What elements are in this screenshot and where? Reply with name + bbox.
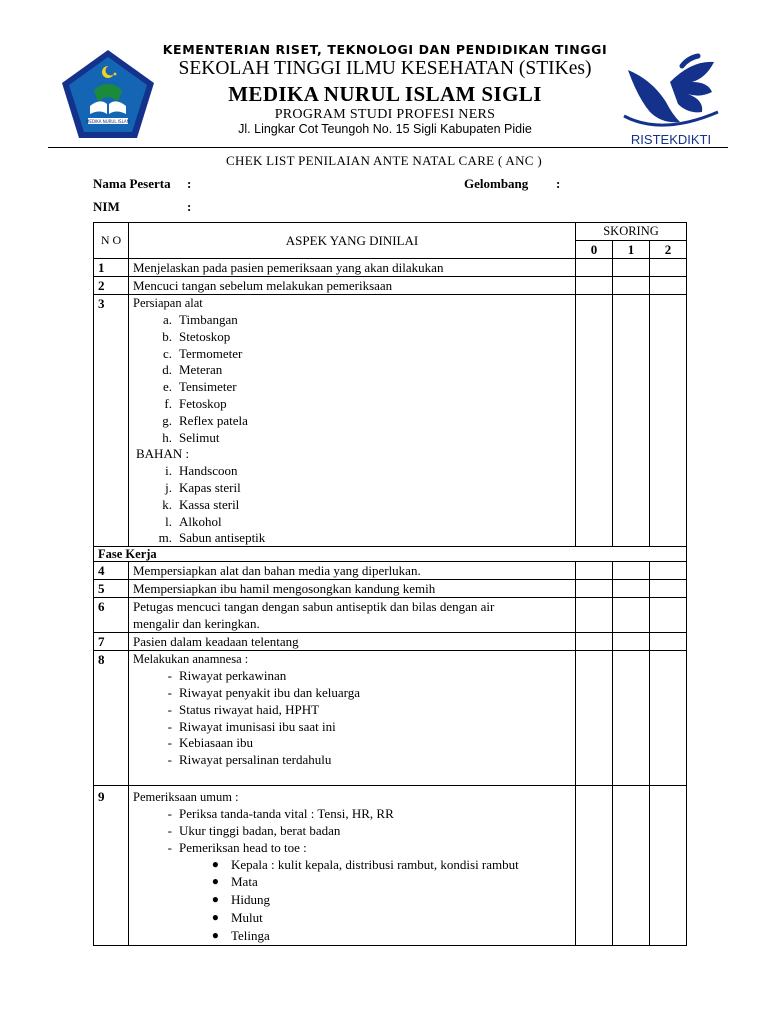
list-marker: - [167,839,172,855]
score-cell-2[interactable] [650,651,687,786]
score-cell-1[interactable] [613,580,650,598]
list-item [133,311,575,328]
list-text: Riwayat penyakit ibu dan keluarga [179,684,360,700]
score-cell-0[interactable] [576,259,613,277]
aspect-cell [129,786,576,946]
list-text: Selimut [179,429,220,445]
nama-peserta-field [93,176,192,192]
colon: : [556,176,561,191]
header-skoring: SKORING [576,223,687,241]
list-item [133,751,575,768]
bahan-label: BAHAN : [136,446,190,462]
bullet-icon: ● [211,909,219,924]
list-marker: l. [165,513,172,529]
list-marker: g. [162,412,172,428]
program-name: PROGRAM STUDI PROFESI NERS [274,107,496,122]
list-marker: - [167,701,172,717]
table-row [94,277,687,295]
table-row [94,259,687,277]
score-cell-2[interactable] [650,598,687,633]
score-cell-1[interactable] [613,259,650,277]
list-item [133,412,575,429]
bullet-item [133,873,575,891]
section-row [94,547,687,562]
score-cell-2[interactable] [650,277,687,295]
header-no: N O [94,223,129,259]
list-marker: - [167,822,172,838]
list-text: Alkohol [179,513,222,529]
list-item [133,805,575,822]
list-text: Kapas steril [179,479,241,495]
score-cell-1[interactable] [613,651,650,786]
list-item [133,667,575,684]
score-cell-0[interactable] [576,786,613,946]
aspect-cell [129,651,576,786]
svg-text:MEDIKA NURUL ISLAM: MEDIKA NURUL ISLAM [85,119,131,124]
aspect-cell [129,295,576,547]
list-marker: - [167,735,172,751]
row-number: 8 [94,651,129,786]
score-cell-1[interactable] [613,277,650,295]
list-text: Ukur tinggi badan, berat badan [179,822,341,838]
score-cell-0[interactable] [576,598,613,633]
score-cell-0[interactable] [576,633,613,651]
list-item [133,345,575,362]
letterhead [0,0,768,150]
aspect-text: Melakukan anamnesa : [133,652,249,667]
list-marker: - [167,718,172,734]
document-title: CHEK LIST PENILAIAN ANTE NATAL CARE ( ANC ) [226,153,542,168]
nim-field [93,199,192,215]
row-number: 4 [94,562,129,580]
score-0-header: 0 [576,241,613,259]
nama-peserta-label: Nama Peserta [93,176,171,191]
list-text: Kebiasaan ibu [179,735,254,751]
list-text: Reflex patela [179,412,248,428]
header-divider [48,147,728,148]
aspect-text: Mempersiapkan ibu hamil mengosongkan kandung kemih [129,580,576,598]
institution-name: MEDIKA NURUL ISLAM SIGLI [228,82,542,106]
score-cell-0[interactable] [576,651,613,786]
score-2-header: 2 [650,241,687,259]
score-cell-0[interactable] [576,562,613,580]
table-header-row [94,223,687,241]
table-row [94,651,687,786]
list-text: Meteran [179,362,223,378]
table-row [94,562,687,580]
row-number: 3 [94,295,129,547]
list-text: Handscoon [179,463,238,479]
bullet-text: Hidung [231,892,270,908]
nim-label: NIM [93,199,120,214]
list-item [133,378,575,395]
score-cell-0[interactable] [576,580,613,598]
aspect-cell [129,598,576,633]
list-item [133,328,575,345]
list-item [133,496,575,513]
bullet-icon: ● [211,874,219,889]
list-item [133,529,575,546]
row-number: 7 [94,633,129,651]
list-text: Periksa tanda-tanda vital : Tensi, HR, RR [179,806,394,822]
list-marker: d. [162,362,172,378]
colon: : [187,176,192,191]
score-cell-2[interactable] [650,295,687,547]
bullet-icon: ● [211,927,219,942]
row-number: 6 [94,598,129,633]
list-text: Timbangan [179,312,238,327]
score-cell-2[interactable] [650,786,687,946]
table-row [94,633,687,651]
list-text: Pemeriksan head to toe : [179,839,307,855]
list-item [133,822,575,839]
list-item [133,479,575,496]
list-marker: f. [164,395,172,411]
score-cell-0[interactable] [576,295,613,547]
list-item [133,839,575,856]
list-text: Riwayat perkawinan [179,668,287,684]
score-1-header: 1 [613,241,650,259]
list-text: Stetoskop [179,328,231,344]
section-fase-kerja: Fase Kerja [94,547,687,562]
list-text: Termometer [179,345,243,361]
checklist-table [93,222,687,946]
gelombang-label: Gelombang [464,176,529,191]
list-item [133,718,575,735]
score-cell-0[interactable] [576,277,613,295]
row-number: 5 [94,580,129,598]
list-item [133,462,575,479]
bullet-text: Telinga [231,927,270,943]
score-cell-1[interactable] [613,786,650,946]
table-row [94,598,687,633]
score-cell-1[interactable] [613,633,650,651]
ministry-name: KEMENTERIAN RISET, TEKNOLOGI DAN PENDIDIKAN TINGGI [162,42,608,57]
score-cell-1[interactable] [613,562,650,580]
header-aspek: ASPEK YANG DINILAI [129,223,576,259]
score-cell-2[interactable] [650,633,687,651]
list-item [133,361,575,378]
list-marker: j. [165,479,172,495]
row-number: 1 [94,259,129,277]
table-row [94,786,687,946]
list-marker: a. [162,312,172,327]
list-marker: b. [162,328,172,344]
table-row [94,295,687,547]
list-item [133,734,575,751]
score-cell-1[interactable] [613,598,650,633]
score-cell-2[interactable] [650,580,687,598]
list-text: Status riwayat haid, HPHT [179,701,320,717]
score-cell-1[interactable] [613,295,650,547]
list-marker: - [167,752,172,768]
table-row [94,580,687,598]
bullet-text: Mata [231,874,258,890]
list-marker: - [167,806,172,822]
list-item [133,429,575,446]
ristekdikti-logo-icon [622,52,720,148]
row-number: 2 [94,277,129,295]
bullet-item [133,856,575,874]
gelombang-field [464,176,561,192]
list-item [133,395,575,412]
aspect-text: Persiapan alat [133,296,203,310]
bullet-item [133,891,575,909]
bullet-item [133,927,575,945]
bullet-text: Mulut [231,909,263,925]
school-name: SEKOLAH TINGGI ILMU KESEHATAN (STIKes) [178,58,592,79]
list-marker: i. [165,463,172,479]
bullet-item [133,909,575,927]
list-item [133,701,575,718]
list-item [133,513,575,530]
list-text: Tensimeter [179,379,237,395]
list-marker: - [167,668,172,684]
bullet-icon: ● [211,856,219,871]
aspect-text-line: Petugas mencuci tangan dengan sabun antiseptik dan bilas dengan air [133,599,495,615]
score-cell-2[interactable] [650,259,687,277]
aspect-text: Pasien dalam keadaan telentang [129,633,576,651]
list-marker: m. [158,530,172,546]
list-marker: c. [162,345,172,361]
list-marker: e. [162,379,172,395]
aspect-text: Menjelaskan pada pasien pemeriksaan yang akan dilakukan [129,259,576,277]
list-text: Kassa steril [179,496,240,512]
bullet-text: Kepala : kulit kepala, distribusi rambut, kondisi rambut [231,856,519,872]
list-marker: h. [162,429,172,445]
address: Jl. Lingkar Cot Teungoh No. 15 Sigli Kabupaten Pidie [238,122,532,136]
row-number: 9 [94,786,129,946]
aspect-text: Pemeriksaan umum : [133,790,239,805]
list-marker: - [167,684,172,700]
aspect-text: Mencuci tangan sebelum melakukan pemeriksaan [129,277,576,295]
score-cell-2[interactable] [650,562,687,580]
list-marker: k. [162,496,172,512]
list-text: Riwayat persalinan terdahulu [179,752,332,768]
list-text: Fetoskop [179,395,227,411]
list-text: Riwayat imunisasi ibu saat ini [179,718,336,734]
list-item [133,684,575,701]
list-text: Sabun antiseptik [179,530,266,546]
aspect-text-line: mengalir dan keringkan. [133,616,260,632]
aspect-text: Mempersiapkan alat dan bahan media yang diperlukan. [129,562,576,580]
colon: : [187,199,192,214]
bullet-icon: ● [211,892,219,907]
svg-text:RISTEKDIKTI: RISTEKDIKTI [630,132,712,147]
